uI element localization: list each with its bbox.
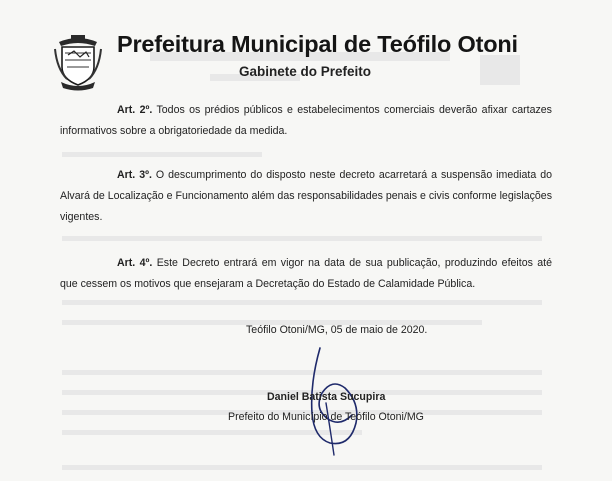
letterhead-title: Prefeitura Municipal de Teófilo Otoni [117, 31, 518, 57]
article-paragraph [60, 253, 552, 295]
article-text: O descumprimento do disposto neste decreto acarretará a suspensão imediata do Alvará de Localização e Funcionamento além das responsabilidades penais e civis conforme legislações vigentes. [60, 169, 552, 223]
article-label: Art. 4º. [117, 257, 153, 269]
article-paragraph [60, 165, 552, 228]
municipal-crest-emblem [53, 33, 103, 91]
signer-name: Daniel Batista Sucupira [267, 391, 386, 403]
article-paragraph [60, 100, 552, 142]
signer-role: Prefeito do Município de Teófilo Otoni/MG [228, 411, 424, 423]
letterhead-subtitle: Gabinete do Prefeito [239, 64, 372, 79]
article-label: Art. 2º. [117, 104, 153, 116]
article-text: Todos os prédios públicos e estabelecimentos comerciais deverão afixar cartazes informativos sobre a obrigatoriedade da medida. [60, 104, 552, 137]
article-label: Art. 3º. [117, 169, 152, 181]
article-text: Este Decreto entrará em vigor na data de sua publicação, produzindo efeitos até que cessem os motivos que ensejaram a Decretação do Estado de Calamidade Pública. [60, 257, 552, 290]
place-and-date: Teófilo Otoni/MG, 05 de maio de 2020. [246, 324, 428, 336]
